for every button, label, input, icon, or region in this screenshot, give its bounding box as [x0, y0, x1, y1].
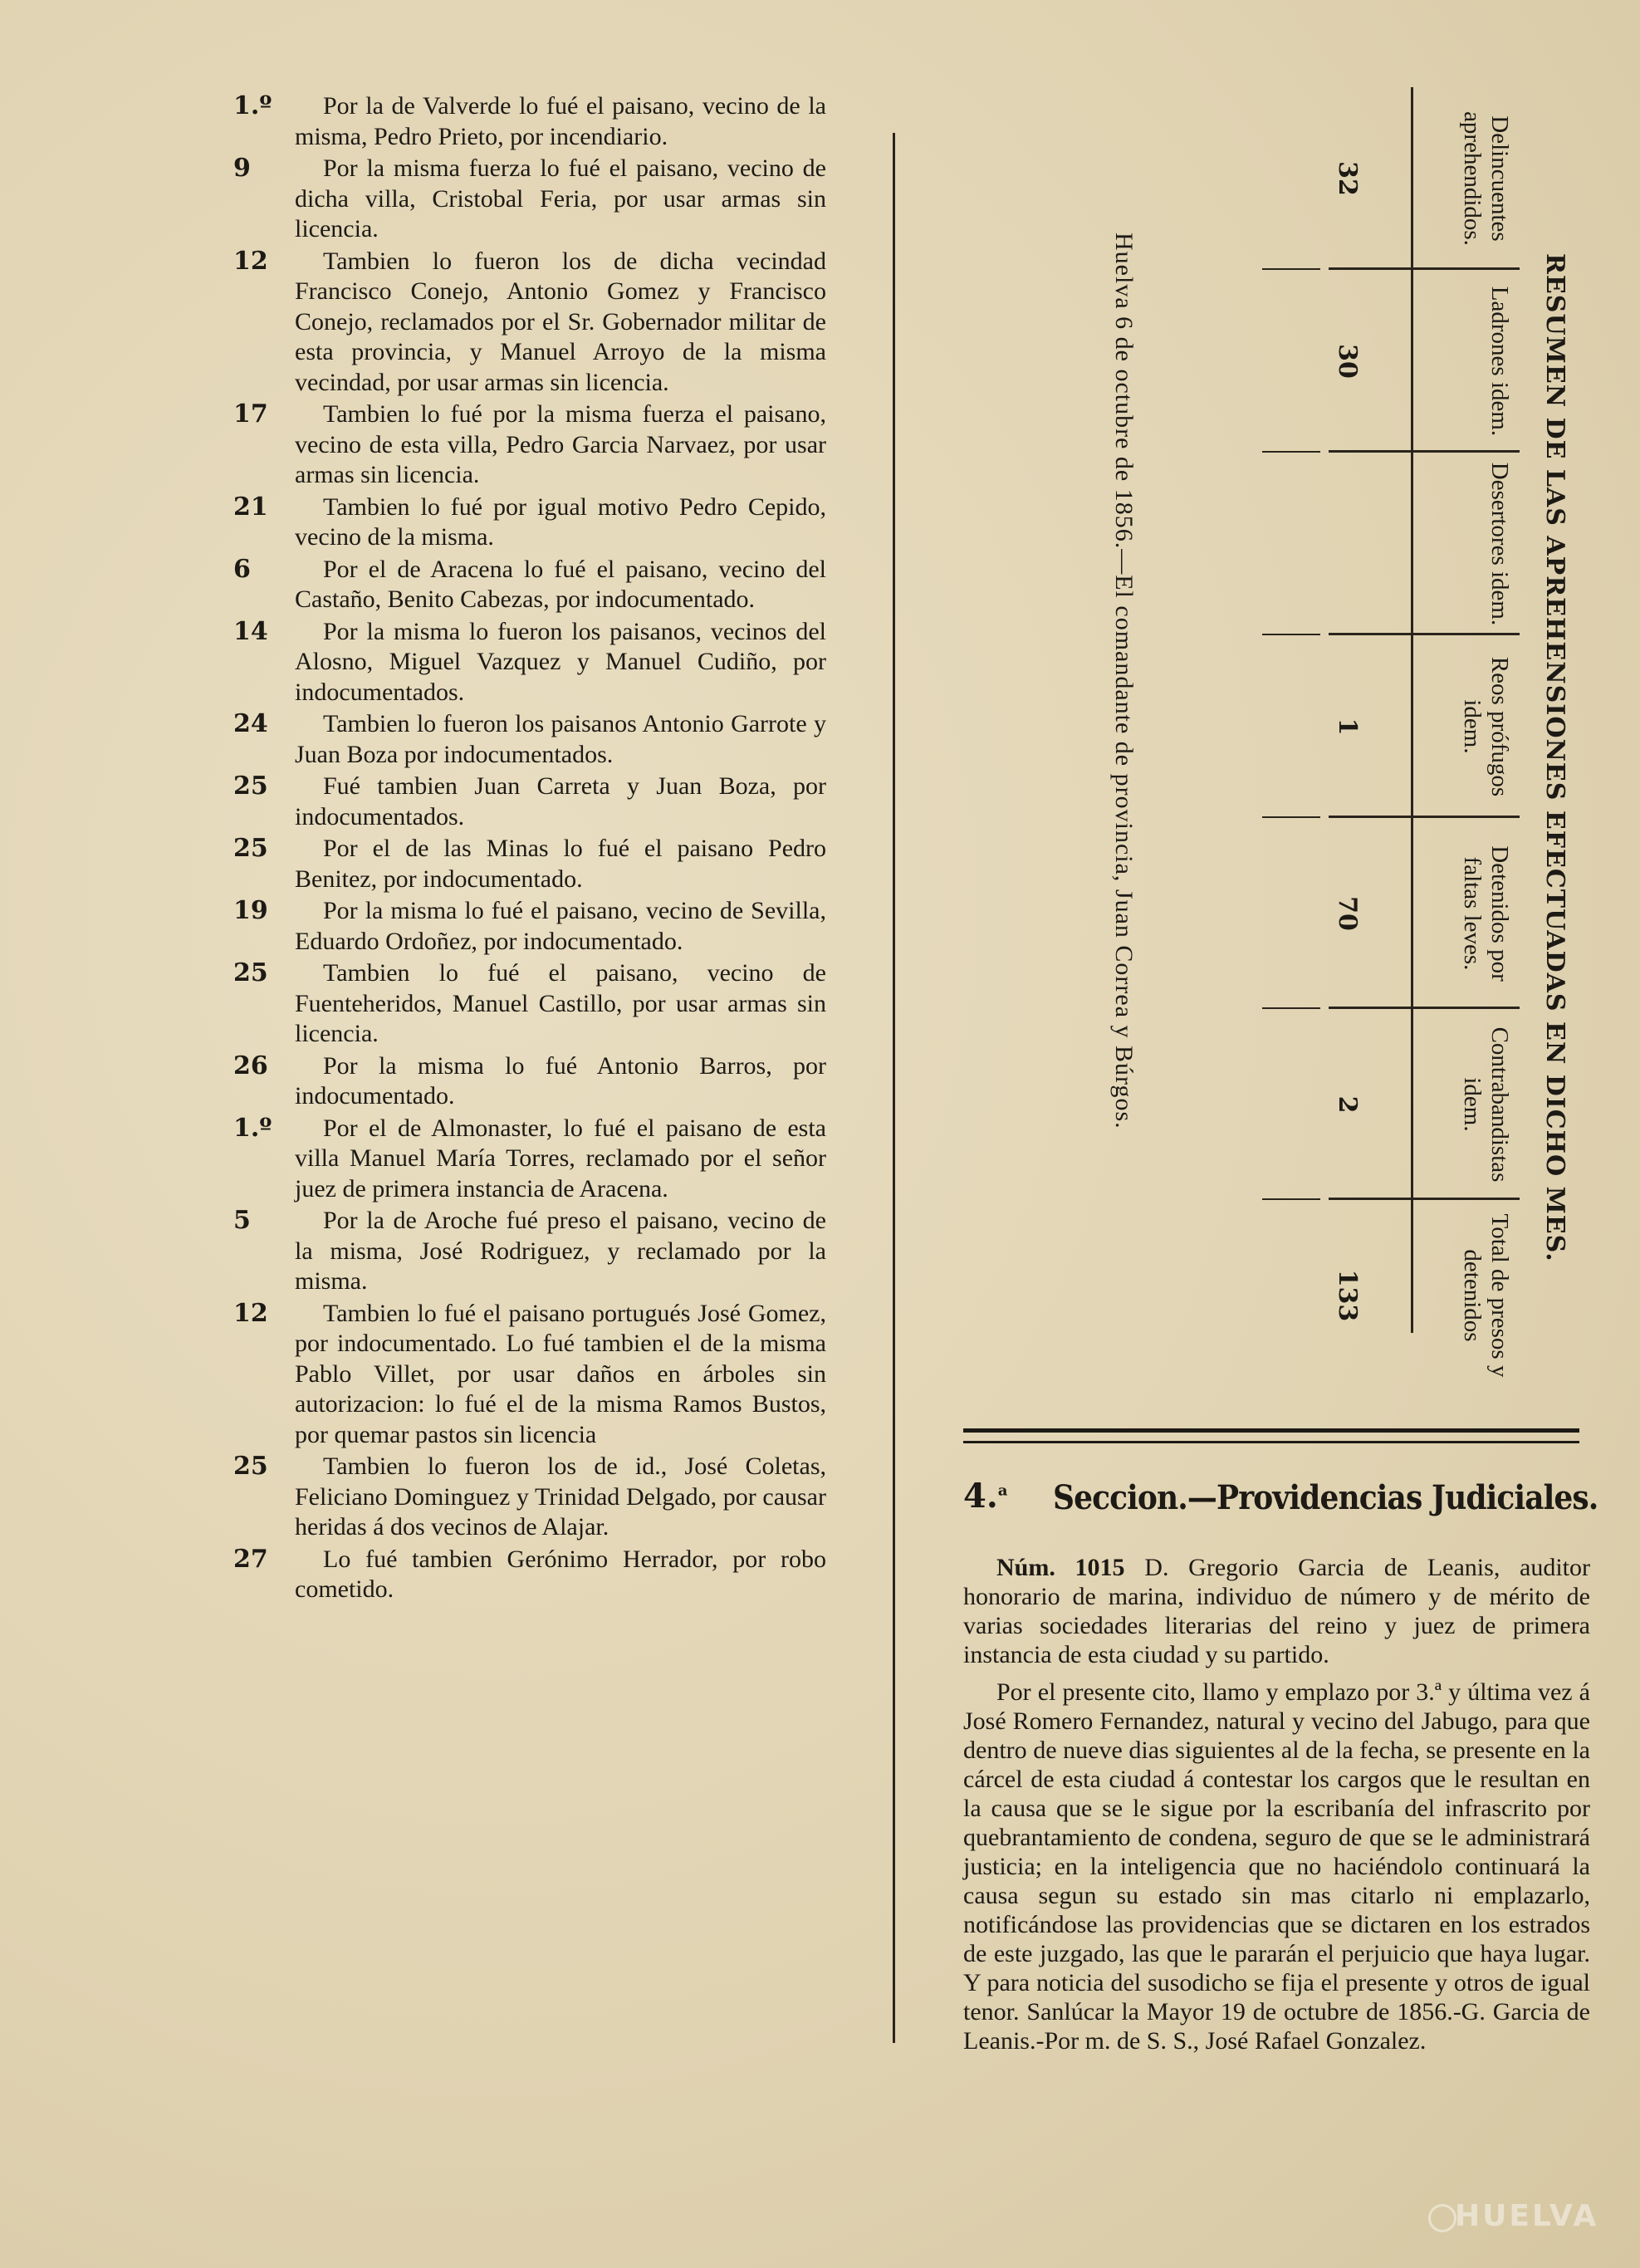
table-column [1088, 818, 1520, 1009]
notice-intro: Núm. 1015 D. Gregorio Garcia de Leanis, auditor honorario de marina, individuo de número y de mérito de varias sociedades literarias del reino y juez de primera instancia de esta ciudad y su partido. [963, 1554, 1591, 1668]
entry-day: 1.º [233, 1113, 272, 1143]
apprehensions-list [212, 91, 826, 1607]
list-item [212, 958, 826, 1050]
column-divider [893, 133, 895, 2043]
entry-text: Tambien lo fué el paisano, vecino de Fuenteheridos, Manuel Castillo, por usar armas sin licencia. [295, 959, 826, 1047]
notice-body: Por el presente cito, llamo y emplazo por 3.ª y última vez á José Romero Fernandez, natural y vecino del Jabugo, para que dentro de nueve dias siguientes al de la fecha, se presente en la cárcel de esta ciudad á contestar los cargos que le resultan en la causa que se le sigue por la escribanía del infrascrito por quebrantamiento de condena, seguro de que se le administrará justicia; en la inteligencia que no haciéndolo continuará la causa segun su estado sin mas citarlo ni emplazarlo, notificándose las providencias que se dictaren en los estrados de este juzgado, las que le pararán el perjuicio que haya lugar. Y para noticia del susodicho se fija el presente y otros de igual tenor. Sanlúcar la Mayor 19 de octubre de 1856.-G. Garcia de Leanis.-Por m. de S. S., José Rafael Gonzalez. [963, 1678, 1590, 2055]
table-column [1088, 270, 1520, 453]
list-item [212, 492, 826, 553]
table-column [1088, 1009, 1520, 1200]
resumen-table-rotated [980, 87, 1578, 1416]
column-header: Delincuentes aprehendidos. [1459, 111, 1513, 246]
list-item [212, 1206, 826, 1297]
list-item [212, 1452, 826, 1543]
list-item [212, 247, 826, 399]
entry-day: 25 [233, 834, 268, 863]
column-value: 32 [1333, 161, 1362, 196]
list-item [212, 834, 826, 894]
section-header [963, 1477, 1598, 1523]
table-column [1088, 87, 1520, 270]
entry-text: Por la misma fuerza lo fué el paisano, vecino de dicha villa, Cristobal Feria, por usar armas sin licencia. [295, 154, 826, 242]
list-item [212, 1114, 826, 1205]
section-divider [963, 1428, 1579, 1443]
resumen-table [1088, 87, 1520, 1416]
entry-text: Tambien lo fué por igual motivo Pedro Cepido, vecino de la misma. [295, 492, 826, 551]
list-item [212, 91, 826, 152]
entry-text: Fué tambien Juan Carreta y Juan Boza, por indocumentados. [295, 772, 826, 830]
table-column [1088, 1200, 1520, 1391]
entry-text: Tambien lo fueron los paisanos Antonio Garrote y Juan Boza por indocumentados. [295, 710, 826, 768]
column-value: 1 [1333, 718, 1362, 736]
entry-text: Tambien lo fueron los de id., José Coletas, Feliciano Dominguez y Trinidad Delgado, por causar heridas á dos vecinos de Alajar. [295, 1452, 826, 1541]
entry-day: 6 [233, 554, 251, 584]
list-item [212, 1299, 826, 1451]
column-value: 70 [1333, 896, 1362, 931]
entry-day: 24 [233, 709, 268, 738]
list-item [212, 772, 826, 832]
column-header: Ladrones idem. [1486, 286, 1513, 437]
entry-day: 25 [233, 1452, 268, 1481]
column-header: Total de presos y detenidos [1459, 1213, 1513, 1378]
list-item [212, 399, 826, 491]
section-title: Seccion.—Providencias Judiciales. [1053, 1478, 1598, 1517]
entry-day: 17 [233, 399, 268, 429]
entry-day: 12 [233, 1298, 268, 1328]
resumen-signature: Huelva 6 de octubre de 1856.—El comandante de provincia, Juan Correa y Búrgos. [1110, 233, 1138, 1129]
entry-text: Por el de las Minas lo fué el paisano Pedro Benitez, por indocumentado. [295, 835, 826, 893]
watermark: HUELVA [1455, 2199, 1599, 2233]
entry-day: 19 [233, 896, 268, 925]
entry-day: 21 [233, 492, 268, 522]
entry-day: 5 [233, 1206, 251, 1235]
column-header: Reos prófugos idem. [1459, 656, 1513, 797]
entry-day: 26 [233, 1051, 268, 1080]
list-item [212, 896, 826, 957]
table-column [1088, 453, 1520, 635]
entry-text: Lo fué tambien Gerónimo Herrador, por robo cometido. [295, 1545, 826, 1603]
notice-number: Núm. 1015 [996, 1554, 1125, 1581]
entry-text: Por la misma lo fué el paisano, vecino de Sevilla, Eduardo Ordoñez, por indocumentado. [295, 897, 826, 955]
list-item [212, 154, 826, 245]
entry-text: Por la de Aroche fué preso el paisano, vecino de la misma, José Rodriguez, y reclamado por la misma. [295, 1207, 826, 1295]
column-header: Detenidos por faltas leves. [1459, 845, 1513, 982]
entry-text: Tambien lo fué el paisano portugués José Gomez, por indocumentado. Lo fué tambien el de la misma Pablo Villet, por usar daños en árboles sin autorizacion: lo fué el de la misma Ramos Bustos, por quemar pastos sin licencia [295, 1299, 826, 1448]
list-item [212, 617, 826, 708]
list-item [212, 709, 826, 770]
column-header: Contrabandistas idem. [1459, 1026, 1513, 1183]
entry-text: Tambien lo fué por la misma fuerza el paisano, vecino de esta villa, Pedro Garcia Narvaez, por usar armas sin licencia. [295, 400, 826, 488]
table-column [1088, 635, 1520, 818]
entry-day: 1.º [233, 91, 272, 120]
section-number: 4.$^a$ [963, 1477, 1008, 1516]
entry-text: Tambien lo fueron los de dicha vecindad Francisco Conejo, Antonio Gomez y Francisco Conejo, reclamados por el Sr. Gobernador militar de esta provincia, y Manuel Arroyo de la misma vecindad, por usar armas sin licencia. [295, 247, 826, 396]
entry-day: 14 [233, 616, 268, 646]
entry-day: 25 [233, 958, 268, 987]
list-item [212, 555, 826, 615]
entry-day: 9 [233, 154, 251, 183]
entry-text: Por la misma lo fué Antonio Barros, por indocumentado. [295, 1051, 826, 1110]
entry-day: 12 [233, 246, 268, 276]
list-item [212, 1051, 826, 1112]
entry-text: Por el de Aracena lo fué el paisano, vecino del Castaño, Benito Cabezas, por indocumentado. [295, 555, 826, 613]
column-value: 30 [1333, 344, 1362, 379]
list-item [212, 1545, 826, 1605]
entry-text: Por la misma lo fueron los paisanos, vecinos del Alosno, Miguel Vazquez y Manuel Cudiño, por indocumentados. [295, 617, 826, 706]
entry-day: 25 [233, 772, 268, 801]
column-value: 133 [1333, 1269, 1362, 1322]
entry-day: 27 [233, 1544, 268, 1574]
column-header: Desertores idem. [1486, 462, 1513, 626]
judicial-notice [963, 1553, 1590, 2055]
resumen-title: RESUMEN DE LAS APREHENSIONES EFECTUADAS EN DICHO MES. [1540, 253, 1569, 1262]
entry-text: Por el de Almonaster, lo fué el paisano de esta villa Manuel María Torres, reclamado por el señor juez de primera instancia de Aracena. [295, 1114, 826, 1203]
entry-text: Por la de Valverde lo fué el paisano, vecino de la misma, Pedro Prieto, por incendiario. [295, 92, 826, 150]
column-value: 2 [1333, 1095, 1362, 1114]
watermark-logo-icon [1428, 2204, 1456, 2232]
